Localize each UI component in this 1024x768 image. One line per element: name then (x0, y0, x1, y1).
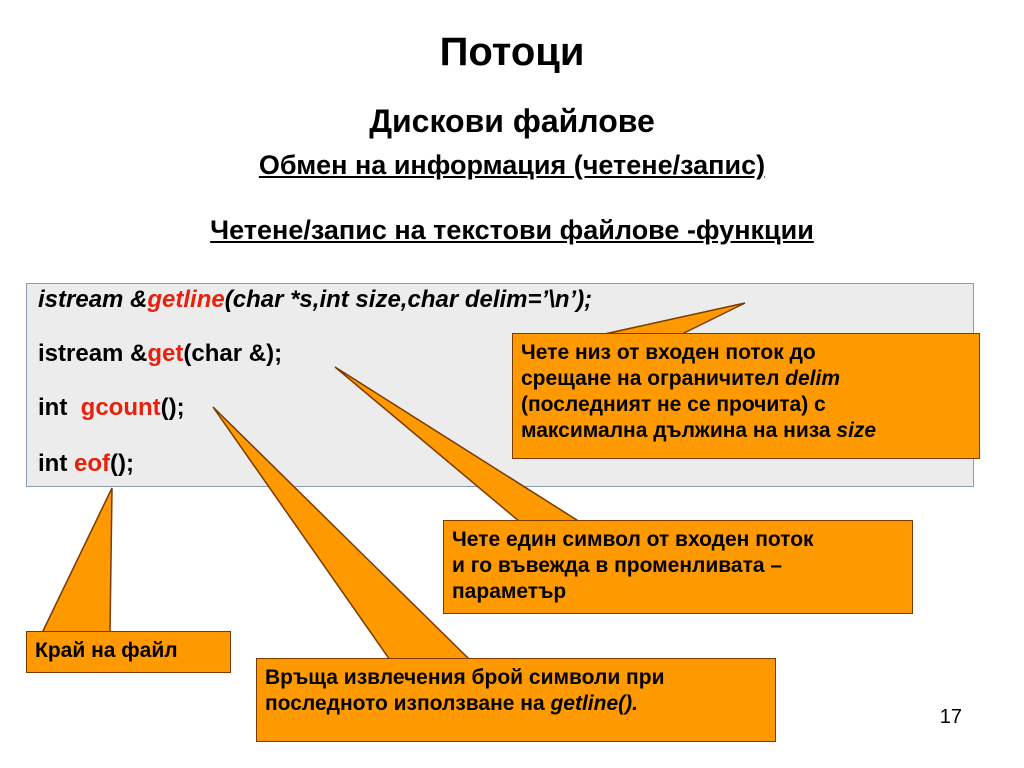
callout-line: Чете един символ от входен поток (452, 528, 814, 551)
slide-subtitle: Дискови файлове (369, 103, 655, 139)
function-name-getline: getline (147, 286, 225, 313)
function-name-gcount: gcount (80, 394, 161, 421)
callout-line (521, 418, 971, 444)
callout-line: Чете низ от входен поток до (521, 341, 816, 364)
section-heading: Обмен на информация (четене/запис) (258, 150, 766, 180)
code-prefix: istream & (38, 340, 148, 367)
callout-line: параметър (452, 580, 567, 603)
callout-line: Връща извлечения брой символи при (265, 666, 665, 689)
page-number: 17 (939, 706, 962, 728)
callout-line: и го въвежда в променливата – (452, 554, 783, 577)
callout-line (521, 366, 971, 392)
callout-param-size: size (836, 419, 877, 442)
callout-gcount (256, 658, 776, 742)
code-signature: (char &); (183, 340, 283, 367)
callout-func-getline: getline(). (550, 692, 638, 715)
slide-title: Потоци (439, 30, 585, 74)
code-prefix: istream & (38, 286, 148, 313)
callout-eof (26, 631, 231, 673)
code-signature: (); (110, 450, 134, 477)
pointer-eof (42, 488, 112, 633)
code-prefix: int (38, 394, 81, 421)
pointer-getline (600, 303, 745, 335)
function-name-eof: eof (74, 450, 110, 477)
callout-line (265, 691, 767, 717)
callout-line: Край на файл (35, 639, 178, 662)
code-prefix: int (38, 450, 74, 477)
code-signature: (char *s,int size,char delim=’\n’); (224, 286, 593, 313)
callout-text: последното използване на (265, 692, 551, 715)
code-signature: (); (160, 394, 185, 421)
callout-param-delim: delim (785, 367, 841, 390)
topic-heading: Четене/запис на текстови файлове -функции (210, 215, 814, 245)
callout-line: (последният не се прочита) с (521, 393, 826, 416)
callout-getline (512, 333, 980, 459)
callout-text: максимална дължина на низа (521, 419, 837, 442)
function-name-get: get (147, 340, 184, 367)
callout-text: срещане на ограничител (521, 367, 786, 390)
callout-get (443, 520, 913, 614)
